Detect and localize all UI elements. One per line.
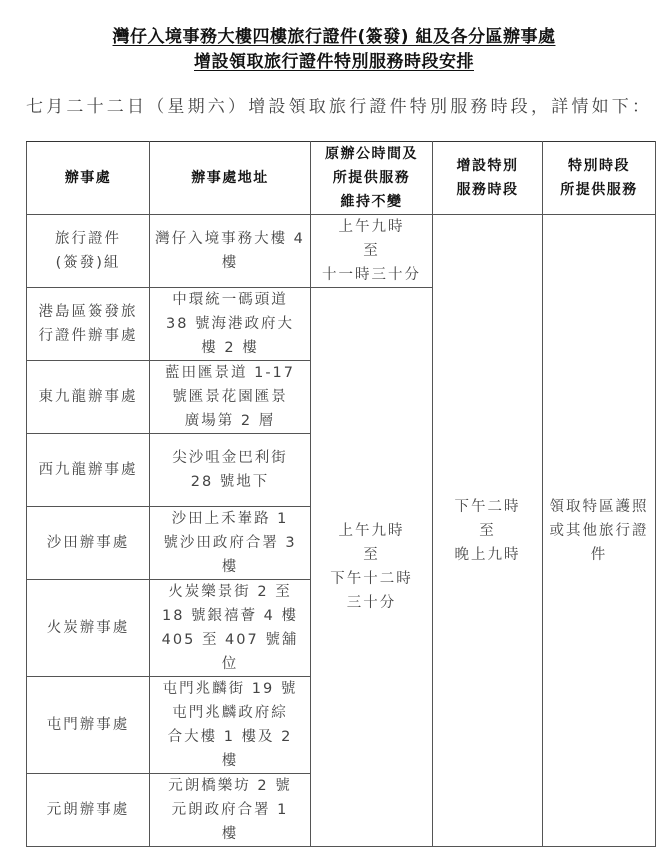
special-service [543,215,656,847]
hours-text: 至 [363,243,380,259]
service-text: 件 [590,546,608,563]
office-text: 西九龍辦事處 [38,462,138,478]
address-text: 灣仔入境事務大樓 4 [155,231,305,247]
document-title-line-1 [0,22,668,47]
service-text: 或其他旅行證 [549,522,649,539]
office-address [150,677,311,774]
hours-text: 十一時三十分 [322,267,421,283]
title-text-1: 灣仔入境事務大樓四樓旅行證件(簽發) 組及各分區辦事處 [112,27,556,47]
header-text: 所提供服務 [560,182,638,198]
office-name [27,215,150,288]
service-text: 領取特區護照 [549,498,649,515]
office-text: (簽發)組 [55,255,121,271]
address-text: 屯門兆麟街 19 號 [162,681,298,697]
office-address [150,774,311,847]
header-address: 辦事處地址 [150,142,311,215]
hours-text: 下午十二時 [330,571,413,587]
office-name [27,774,150,847]
hours-text: 上午九時 [338,523,405,539]
document-title-line-2 [0,47,668,72]
office-text: 屯門辦事處 [46,717,130,733]
address-text: 38 號海港政府大 [165,316,295,332]
header-special-hours [433,142,543,215]
address-text: 樓 [221,559,239,575]
address-text: 元朗橋樂坊 2 號 [168,778,292,794]
address-text: 樓 [221,255,239,271]
office-name [27,580,150,677]
office-text: 元朗辦事處 [46,802,130,818]
office-text: 旅行證件 [55,231,121,247]
address-text: 號匯景花園匯景 [172,389,288,405]
address-text: 藍田匯景道 1-17 [164,365,296,381]
header-office: 辦事處 [27,142,150,215]
office-text: 火炭辦事處 [46,620,130,636]
header-text: 維持不變 [340,194,403,210]
address-text: 屯門兆麟政府綜 [172,705,288,721]
address-text: 樓 [221,753,239,769]
address-text: 18 號銀禧薈 4 樓 [161,608,298,624]
office-text: 行證件辦事處 [38,328,138,344]
address-text: 號沙田政府合署 3 [163,535,297,551]
address-text: 樓 2 樓 [201,340,259,356]
office-address [150,215,311,288]
table-row [27,215,656,288]
address-text: 合大樓 1 樓及 2 [167,729,293,745]
address-text: 沙田上禾輋路 1 [171,511,289,527]
header-text: 原辦公時間及 [325,146,418,162]
table-header-row [27,142,656,215]
original-hours-group-1 [311,215,433,288]
office-address [150,361,311,434]
office-name [27,507,150,580]
header-text: 所提供服務 [332,170,411,186]
special-hours-text: 下午二時 [454,498,521,515]
office-address [150,434,311,507]
address-text: 尖沙咀金巴利街 [172,450,288,466]
header-original-hours [311,142,433,215]
office-address [150,288,311,361]
header-text: 特別時段 [568,158,630,174]
office-address [150,507,311,580]
header-text: 服務時段 [456,182,519,198]
special-hours-text: 至 [479,522,496,539]
address-text: 中環統一碼頭道 [172,292,288,308]
office-name [27,677,150,774]
header-special-service [543,142,656,215]
office-name [27,361,150,434]
office-address [150,580,311,677]
office-text: 沙田辦事處 [46,535,130,551]
address-text: 28 號地下 [190,474,270,490]
original-hours-group-2 [311,288,433,847]
address-text: 405 至 407 號舖位 [161,632,299,672]
office-name [27,288,150,361]
office-text: 東九龍辦事處 [38,389,138,405]
address-text: 元朗政府合署 1 [171,802,289,818]
address-text: 廣場第 2 層 [184,413,276,429]
header-text: 增設特別 [456,158,519,174]
special-hours [433,215,543,847]
address-text: 樓 [221,826,239,842]
hours-text: 三十分 [346,595,397,611]
intro-paragraph: 七月二十二日（星期六）增設領取旅行證件特別服務時段，詳情如下： [26,97,653,117]
title-text-2: 增設領取旅行證件特別服務時段安排 [194,52,474,72]
service-schedule-table [26,141,656,847]
office-name [27,434,150,507]
special-hours-text: 晚上九時 [454,546,521,563]
office-text: 港島區簽發旅 [38,304,138,320]
hours-text: 至 [363,547,380,563]
hours-text: 上午九時 [338,219,405,235]
address-text: 火炭樂景街 2 至 [168,584,292,600]
